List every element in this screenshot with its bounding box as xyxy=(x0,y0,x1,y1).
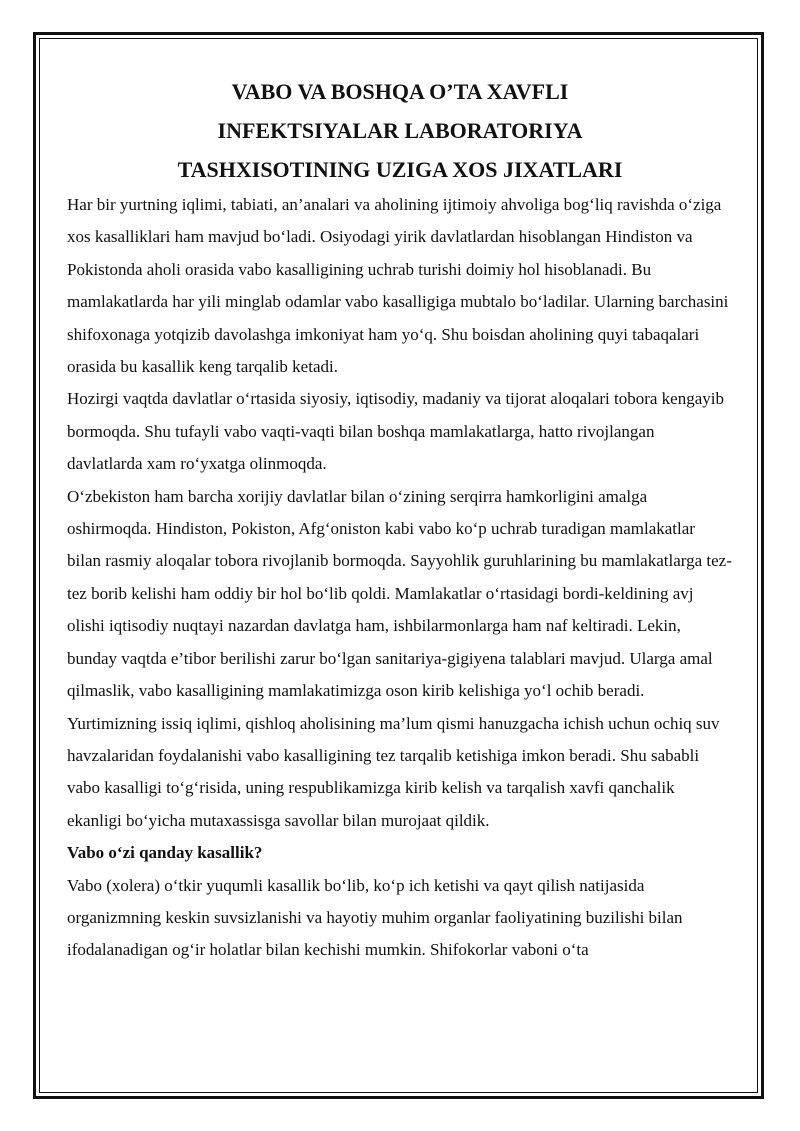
document-title xyxy=(67,72,733,189)
paragraph-2: Hozirgi vaqtda davlatlar o‘rtasida siyosiy, iqtisodiy, madaniy va tijorat aloqalari tobora kengayib bormoqda. Shu tufayli vabo vaqti-vaqti bilan boshqa mamlakatlarga, hatto rivojlangan davlatlarda xam ro‘yxatga olinmoqda. xyxy=(67,389,724,474)
paragraph-3: O‘zbekiston ham barcha xorijiy davlatlar bilan o‘zining serqirra hamkorligini amalga oshirmoqda. Hindiston, Pokiston, Afg‘oniston kabi vabo ko‘p uchrab turadigan mamlakatlar bilan rasmiy aloqalar tobora rivojlanib bormoqda. Sayyohlik guruhlarining bu mamlakatlarga tez-tez borib kelishi ham oddiy bir hol bo‘lib qoldi. Mamlakatlar o‘rtasidagi bordi-keldining avj olishi iqtisodiy nuqtayi nazardan davlatga ham, ishbilarmonlarga ham naf keltiradi. Lekin, bunday vaqtda e’tibor berilishi zarur bo‘lgan sanitariya-gigiyena talablari mavjud. Ularga amal qilmaslik, vabo kasalligining mamlakatimizga oson kirib kelishiga yo‘l ochib beradi. Yurtimizning issiq iqlimi, qishloq aholisining ma’lum qismi hanuzgacha ichish uchun ochiq suv havzalaridan foydalanishi vabo kasalligining tez tarqalib ketishiga imkon beradi. Shu sababli vabo kasalligi to‘g‘risida, uning respublikamizga kirib kelish va tarqalish xavfi qanchalik ekanligi bo‘yicha mutaxassisga savollar bilan murojaat qildik. xyxy=(67,486,732,830)
title-line-2: INFEKTSIYALAR LABORATORIYA xyxy=(217,118,583,143)
paragraph-1: Har bir yurtning iqlimi, tabiati, an’analari va aholining ijtimoiy ahvoliga bog‘liq ravishda o‘ziga xos kasalliklari ham mavjud bo‘ladi. Osiyodagi yirik davlatlardan hisoblangan Hindiston va Pokistonda aholi orasida vabo kasalligining uchrab turishi doimiy hol hisoblanadi. Bu mamlakatlarda har yili minglab odamlar vabo kasalligiga mubtalo bo‘ladilar. Ularning barchasini shifoxonaga yotqizib davolashga imkoniyat ham yo‘q. Shu boisdan aholining quyi tabaqalari orasida bu kasallik keng tarqalib ketadi. xyxy=(67,195,729,377)
section-heading: Vabo o‘zi qanday kasallik? xyxy=(67,843,263,863)
section-paragraph: Vabo (xolera) o‘tkir yuqumli kasallik bo‘lib, ko‘p ich ketishi va qayt qilish natijasida organizmning keskin suvsizlanishi va hayotiy muhim organlar faoliyatining buzilishi bilan ifodalanadigan og‘ir holatlar bilan kechishi mumkin. Shifokorlar vaboni o‘ta xyxy=(67,875,683,960)
title-line-1: VABO VA BOSHQA O’TA XAVFLI xyxy=(231,79,569,104)
title-line-3: TASHXISOTINING UZIGA XOS JIXATLARI xyxy=(177,157,623,182)
document-body xyxy=(67,72,733,967)
